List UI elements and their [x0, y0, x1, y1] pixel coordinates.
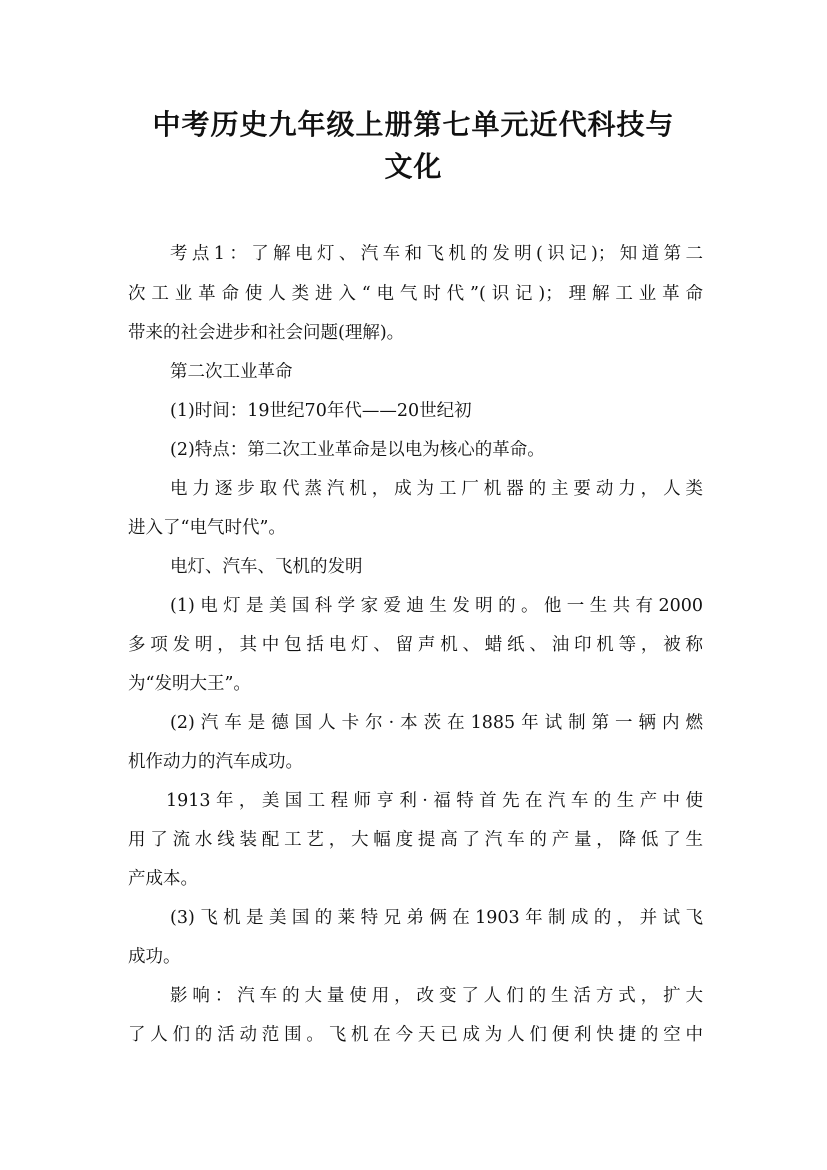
section-heading: 第二次工业革命 — [170, 362, 293, 382]
paragraph-line: 电力逐步取代蒸汽机，成为工厂机器的主要动力，人类 — [170, 479, 703, 499]
paragraph-line: 为“发明大王”。 — [128, 674, 251, 694]
paragraph-line: 机作动力的汽车成功。 — [128, 752, 303, 772]
paragraph-line: (2)汽车是德国人卡尔·本茨在1885年试制第一辆内燃 — [170, 713, 703, 733]
paragraph-line: 了人们的活动范围。飞机在今天已成为人们便利快捷的空中 — [128, 1025, 703, 1045]
paragraph-line: 用了流水线装配工艺，大幅度提高了汽车的产量，降低了生 — [128, 830, 703, 850]
paragraph-line: 多项发明，其中包括电灯、留声机、蜡纸、油印机等，被称 — [128, 635, 703, 655]
document-title-line-1: 中考历史九年级上册第七单元近代科技与 — [152, 108, 675, 141]
document-title-line-2: 文化 — [384, 150, 443, 183]
paragraph-line: 产成本。 — [128, 869, 198, 889]
paragraph-line: (1)时间：19世纪70年代——20世纪初 — [170, 401, 472, 421]
paragraph-line: (3)飞机是美国的莱特兄弟俩在1903年制成的，并试飞 — [170, 908, 703, 928]
paragraph-line: 影响：汽车的大量使用，改变了人们的生活方式，扩大 — [170, 986, 703, 1006]
paragraph-line: 进入了“电气时代”。 — [128, 518, 286, 538]
paragraph-line: (1)电灯是美国科学家爱迪生发明的。他一生共有2000 — [170, 596, 703, 616]
paragraph-line: 带来的社会进步和社会问题(理解)。 — [128, 323, 405, 343]
paragraph-line: 考点1：了解电灯、汽车和飞机的发明(识记)；知道第二 — [170, 244, 703, 264]
paragraph-line: (2)特点：第二次工业革命是以电为核心的革命。 — [170, 440, 545, 460]
section-heading: 电灯、汽车、飞机的发明 — [170, 557, 363, 577]
paragraph-line: 1913年，美国工程师亨利·福特首先在汽车的生产中使 — [166, 791, 703, 811]
paragraph-line: 成功。 — [128, 947, 181, 967]
paragraph-line: 次工业革命使人类进入“电气时代”(识记)；理解工业革命 — [128, 284, 703, 304]
